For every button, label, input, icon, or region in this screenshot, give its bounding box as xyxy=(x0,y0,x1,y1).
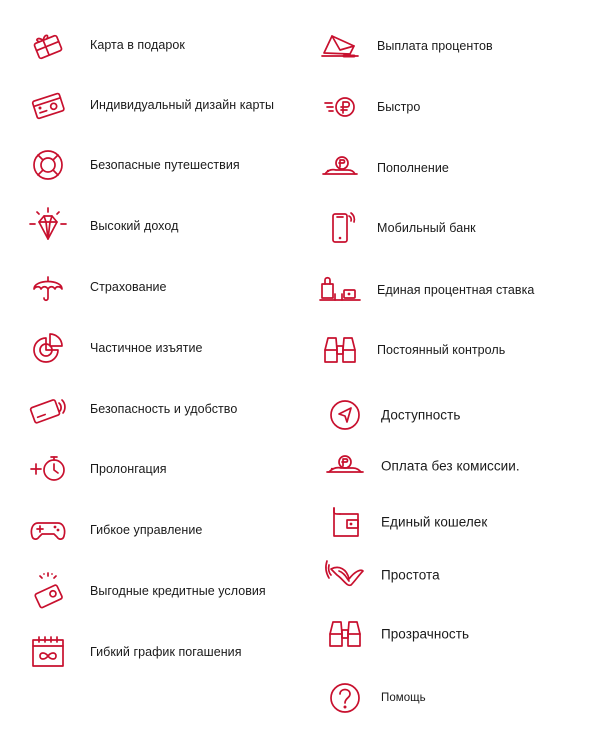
feature-label: Выплата процентов xyxy=(377,39,493,53)
boomerang-icon xyxy=(325,555,365,595)
feature-label: Карта в подарок xyxy=(90,38,185,52)
fast-ruble-icon xyxy=(320,87,360,127)
feature-label: Гибкий график погашения xyxy=(90,645,242,659)
feature-label: Доступность xyxy=(381,407,461,423)
smartphone-icon xyxy=(320,208,360,248)
feature-label: Единый кошелек xyxy=(381,514,488,530)
calendar-infinity-icon xyxy=(28,632,68,672)
sparkle-card-icon xyxy=(28,571,68,611)
binoculars-icon xyxy=(325,614,365,654)
envelope-payout-icon xyxy=(320,26,360,66)
feature-label: Мобильный банк xyxy=(377,221,476,235)
coin-hand-icon xyxy=(325,446,365,486)
question-icon xyxy=(325,678,365,718)
feature-label: Гибкое управление xyxy=(90,523,203,537)
feature-label: Индивидуальный дизайн карты xyxy=(90,98,275,112)
scales-icon xyxy=(320,270,360,310)
feature-label: Безопасные путешествия xyxy=(90,158,240,172)
diamond-icon xyxy=(28,206,68,246)
feature-label: Прозрачность xyxy=(381,626,470,642)
card-design-icon xyxy=(28,85,68,125)
feature-label: Единая процентная ставка xyxy=(377,283,535,297)
feature-label: Пополнение xyxy=(377,161,449,175)
feature-label: Выгодные кредитные условия xyxy=(90,584,266,598)
feature-label: Высокий доход xyxy=(90,219,179,233)
gift-card-icon xyxy=(28,25,68,65)
feature-label: Пролонгация xyxy=(90,462,167,476)
feature-label: Быстро xyxy=(377,100,421,114)
feature-label: Страхование xyxy=(90,280,167,294)
feature-label: Помощь xyxy=(381,692,426,704)
umbrella-icon xyxy=(28,267,68,307)
compass-icon xyxy=(325,395,365,435)
coin-topup-icon xyxy=(320,148,360,188)
feature-label: Безопасность и удобство xyxy=(90,402,238,416)
binoculars-icon xyxy=(320,330,360,370)
wallet-icon xyxy=(325,502,365,542)
feature-label: Оплата без комиссии. xyxy=(381,458,520,474)
feature-label: Простота xyxy=(381,567,440,583)
lifebuoy-icon xyxy=(28,145,68,185)
pie-slice-icon xyxy=(28,328,68,368)
feature-label: Постоянный контроль xyxy=(377,343,506,357)
gamepad-icon xyxy=(28,510,68,550)
contactless-card-icon xyxy=(28,389,68,429)
stopwatch-plus-icon xyxy=(28,449,68,489)
feature-label: Частичное изъятие xyxy=(90,341,203,355)
